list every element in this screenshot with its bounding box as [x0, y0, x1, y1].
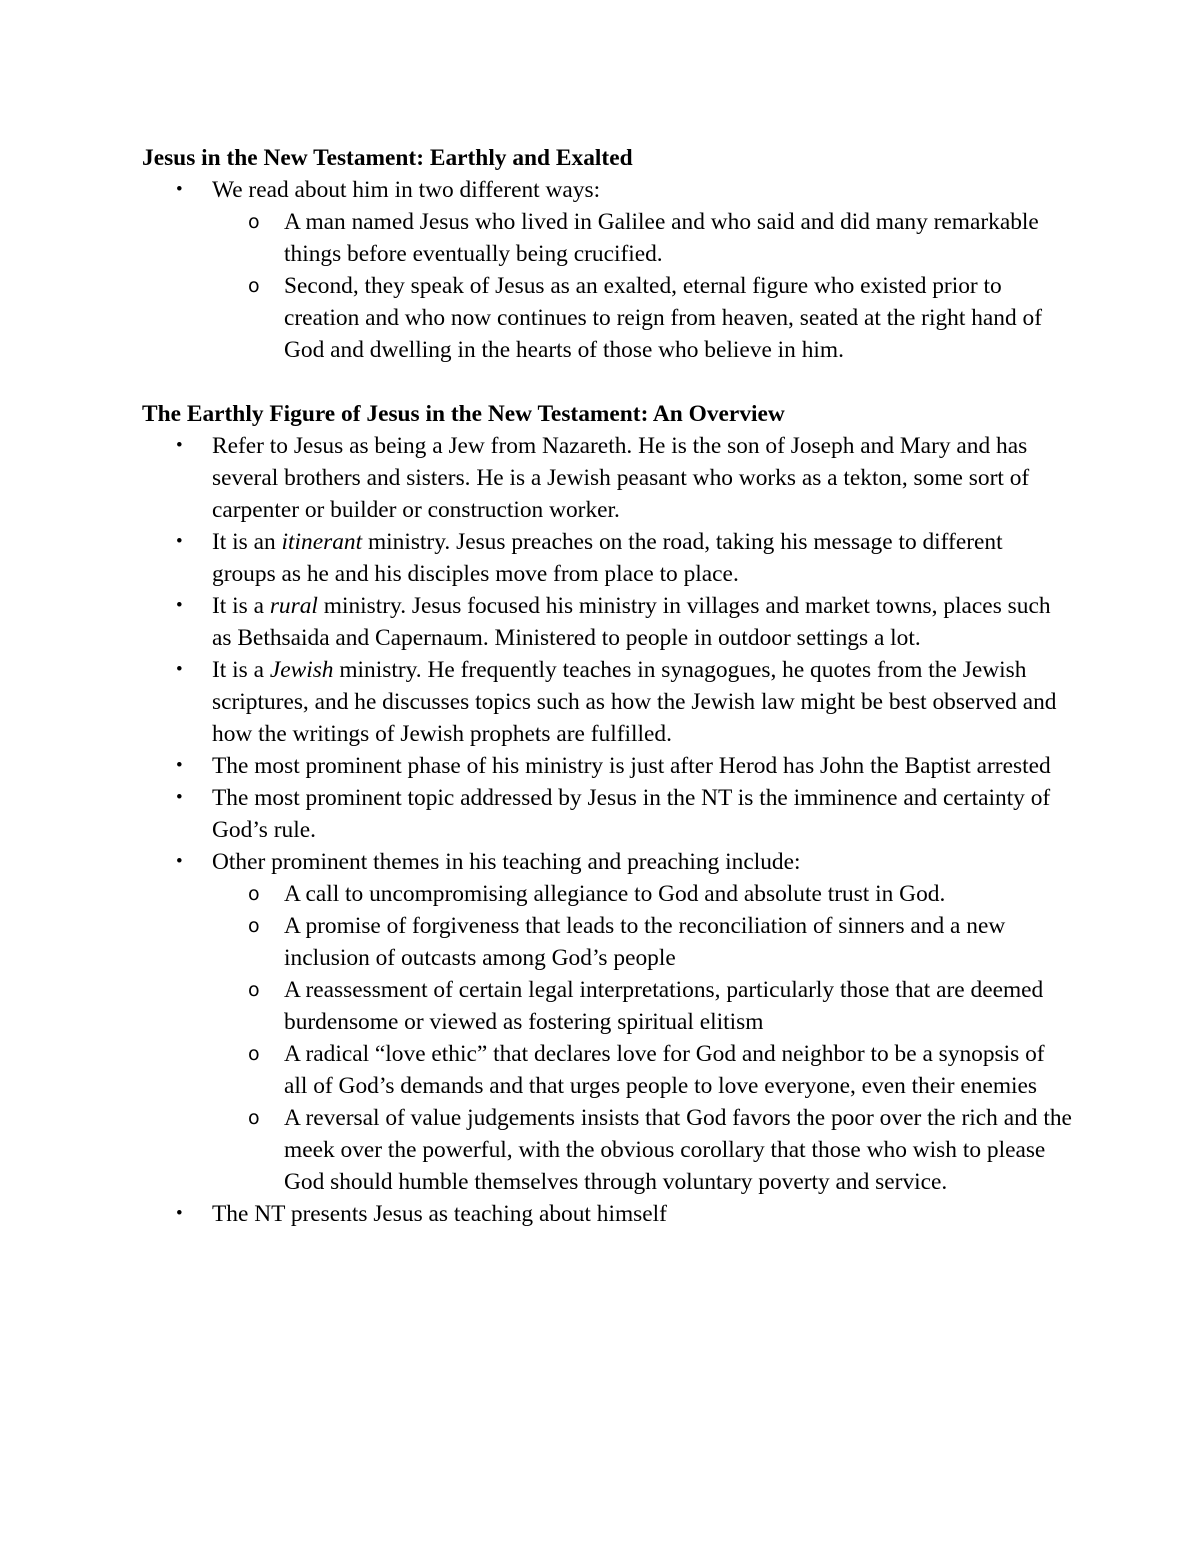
sub-list-item — [248, 878, 1072, 910]
bullet-dot-icon: • — [176, 531, 183, 552]
list-item-text — [212, 657, 1057, 747]
document-body — [142, 142, 1072, 1230]
sub-list-item — [248, 1038, 1072, 1102]
bullet-circle-icon: o — [248, 979, 260, 1001]
list-item — [176, 590, 1072, 654]
sub-bullet-list — [212, 206, 1072, 366]
list-item — [176, 846, 1072, 1198]
sub-list-item-text: A reassessment of certain legal interpretations, particularly those that are deemed burdensome or viewed as fostering spiritual elitism — [284, 977, 1044, 1035]
text-run: ministry. He frequently teaches in synagogues, he quotes from the Jewish scriptures, and he discusses topics such as how the Jewish law might be best observed and how the writings of Jewish prophets are fulfilled. — [212, 657, 1057, 747]
text-run: It is an — [212, 529, 282, 555]
text-run: ministry. Jesus focused his ministry in villages and market towns, places such as Bethsaida and Capernaum. Ministered to people in outdoor settings a lot. — [212, 593, 1051, 651]
bullet-list — [142, 430, 1072, 1230]
list-item — [176, 430, 1072, 526]
text-run: It is a — [212, 657, 270, 683]
sub-list-item-text: A call to uncompromising allegiance to God and absolute trust in God. — [284, 881, 946, 907]
list-item-text — [212, 593, 1051, 651]
bullet-dot-icon: • — [176, 787, 183, 808]
list-item-text: Refer to Jesus as being a Jew from Nazareth. He is the son of Joseph and Mary and has several brothers and sisters. He is a Jewish peasant who works as a tekton, some sort of carpenter or builder or construction worker. — [212, 433, 1030, 523]
list-item — [176, 526, 1072, 590]
bullet-dot-icon: • — [176, 179, 183, 200]
italic-term: itinerant — [281, 529, 363, 555]
text-run: It is a — [212, 593, 270, 619]
list-item — [176, 750, 1072, 782]
sub-list-item-text: A man named Jesus who lived in Galilee and who said and did many remarkable things before eventually being crucified. — [284, 209, 1039, 267]
list-item — [176, 782, 1072, 846]
bullet-circle-icon: o — [248, 211, 260, 233]
paragraph-gap — [142, 366, 1072, 398]
sub-list-item — [248, 270, 1072, 366]
bullet-dot-icon: • — [176, 595, 183, 616]
list-item — [176, 1198, 1072, 1230]
list-item — [176, 174, 1072, 366]
italic-term: Jewish — [269, 657, 334, 683]
section-heading-earthly-figure-overview: The Earthly Figure of Jesus in the New Testament: An Overview — [142, 401, 785, 427]
bullet-dot-icon: • — [176, 435, 183, 456]
sub-list-item-text: A reversal of value judgements insists that God favors the poor over the rich and the meek over the powerful, with the obvious corollary that those who wish to please God should humble themselves through voluntary poverty and service. — [284, 1105, 1072, 1195]
bullet-circle-icon: o — [248, 883, 260, 905]
list-item-text: We read about him in two different ways: — [212, 177, 601, 203]
bullet-circle-icon: o — [248, 1107, 260, 1129]
list-item-text: Other prominent themes in his teaching and preaching include: — [212, 849, 801, 875]
sub-list-item — [248, 974, 1072, 1038]
bullet-dot-icon: • — [176, 1203, 183, 1224]
bullet-circle-icon: o — [248, 915, 260, 937]
bullet-list — [142, 174, 1072, 366]
bullet-circle-icon: o — [248, 1043, 260, 1065]
sub-list-item-text: A radical “love ethic” that declares love for God and neighbor to be a synopsis of all of God’s demands and that urges people to love everyone, even their enemies — [284, 1041, 1045, 1099]
sub-list-item — [248, 1102, 1072, 1198]
sub-list-item — [248, 910, 1072, 974]
bullet-dot-icon: • — [176, 851, 183, 872]
list-item-text: The NT presents Jesus as teaching about himself — [212, 1201, 667, 1227]
bullet-circle-icon: o — [248, 275, 260, 297]
sub-list-item — [248, 206, 1072, 270]
bullet-dot-icon: • — [176, 659, 183, 680]
list-item-text: The most prominent phase of his ministry is just after Herod has John the Baptist arrested — [212, 753, 1051, 779]
sub-list-item-text: Second, they speak of Jesus as an exalted, eternal figure who existed prior to creation and who now continues to reign from heaven, seated at the right hand of God and dwelling in the hearts of those who believe in him. — [284, 273, 1043, 363]
sub-bullet-list — [212, 878, 1072, 1198]
text-run: ministry. Jesus preaches on the road, taking his message to different groups as he and his disciples move from place to place. — [212, 529, 1003, 587]
section-heading-earthly-and-exalted: Jesus in the New Testament: Earthly and Exalted — [142, 145, 633, 171]
bullet-dot-icon: • — [176, 755, 183, 776]
list-item-text — [212, 529, 1003, 587]
list-item-text: The most prominent topic addressed by Jesus in the NT is the imminence and certainty of God’s rule. — [212, 785, 1051, 843]
sub-list-item-text: A promise of forgiveness that leads to the reconciliation of sinners and a new inclusion of outcasts among God’s people — [284, 913, 1006, 971]
list-item — [176, 654, 1072, 750]
italic-term: rural — [269, 593, 318, 619]
